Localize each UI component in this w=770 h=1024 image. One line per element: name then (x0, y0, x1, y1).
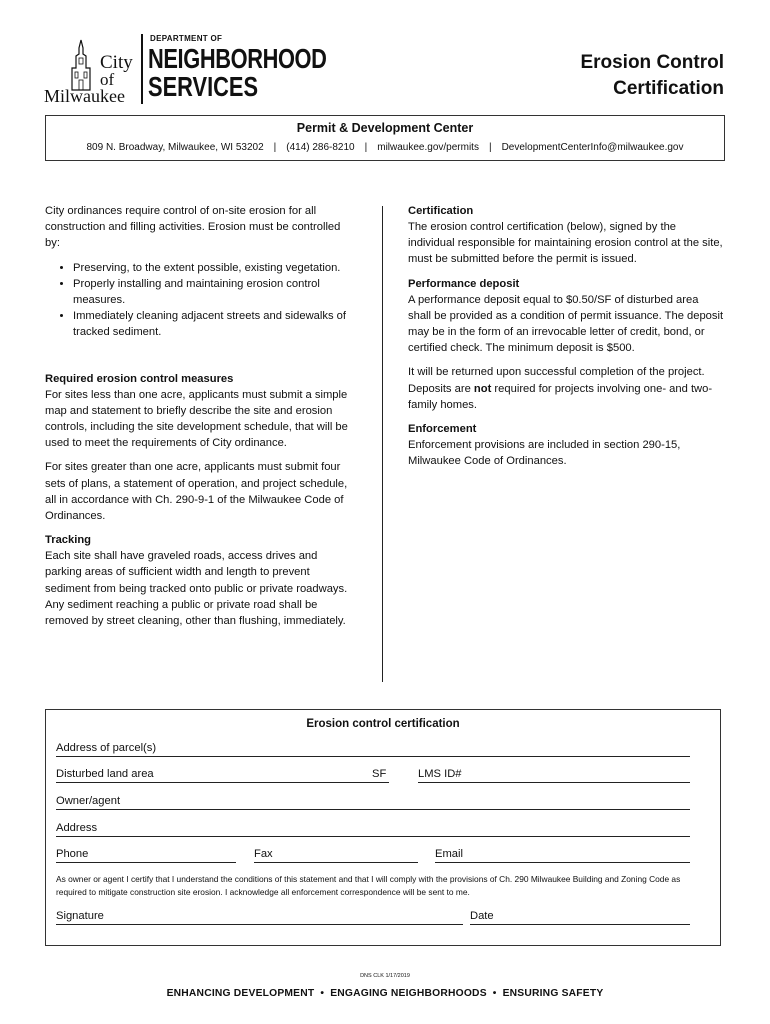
required-paragraph-1: For sites less than one acre, applicants must submit a simple map and statement to briefly describe the site and erosion controls, including the site development schedule, that will be used to meet the requirements of City ordinance. (45, 388, 348, 450)
phone-field[interactable]: Phone (56, 847, 236, 863)
owner-agent-field[interactable]: Owner/agent (56, 794, 690, 810)
bullet-icon: • (320, 988, 325, 999)
address-parcels-field[interactable]: Address of parcel(s) (56, 741, 690, 757)
contact-line: 809 N. Broadway, Milwaukee, WI 53202 | (414) 286-8210 | milwaukee.gov/permits | DevelopmentCenterInfo@milwaukee.gov (86, 142, 684, 153)
center-address: 809 N. Broadway, Milwaukee, WI 53202 (86, 142, 264, 153)
fax-field[interactable]: Fax (254, 847, 418, 863)
center-email[interactable]: DevelopmentCenterInfo@milwaukee.gov (501, 142, 684, 153)
certification-statement: As owner or agent I certify that I understand the conditions of this statement and that I will comply with the provisions of Ch. 290 Milwaukee Building and Zoning Code as required to mitigate construction site erosion. I acknowledge all enforcement correspondence will be sent to me. (56, 874, 681, 897)
deposit-heading: Performance deposit (408, 277, 520, 290)
control-list (45, 260, 355, 341)
logo-neighborhood-text: NEIGHBORHOOD (148, 43, 327, 74)
signature-field[interactable]: Signature (56, 909, 463, 925)
tracking-paragraph: Each site shall have graveled roads, access drives and parking areas of sufficient width and length to prevent sediment from being tracked onto public or private roadways. Any sediment reaching a public or private road shall be removed by street cleaning, other than flushing, immediately. (45, 550, 348, 628)
tracking-heading: Tracking (45, 534, 92, 547)
logo-dept-text: DEPARTMENT OF (150, 34, 223, 43)
city-hall-icon (66, 38, 96, 92)
required-paragraph-2: For sites greater than one acre, applicants must submit four sets of plans, a statement of operation, and project schedule, all in accordance with Ch. 290-9-1 of the Milwaukee Code of Ordinances. (45, 461, 348, 523)
enforcement-paragraph: Enforcement provisions are included in section 290-15, Milwaukee Code of Ordinances. (408, 439, 681, 468)
list-item: • Properly installing and maintaining erosion control measures. (73, 276, 355, 308)
contact-box (45, 115, 725, 161)
list-item: • Preserving, to the extent possible, existing vegetation. (73, 260, 355, 276)
page-title: Erosion Control Certification (580, 52, 724, 99)
left-column (45, 203, 355, 637)
department-logo (44, 34, 327, 106)
address-field[interactable]: Address (56, 821, 690, 837)
certification-paragraph: The erosion control certification (below), signed by the individual responsible for maintaining erosion control at the site, must be submitted before the permit is issued. (408, 221, 723, 266)
bullet-icon: • (492, 988, 497, 999)
form-title: Erosion control certification (306, 718, 460, 730)
logo-divider (141, 34, 143, 104)
form-code: DNS CLK 1/17/2019 (360, 973, 410, 979)
center-website[interactable]: milwaukee.gov/permits (377, 142, 479, 153)
certification-heading: Certification (408, 205, 474, 217)
enforcement-heading: Enforcement (408, 423, 477, 436)
date-field[interactable]: Date (470, 909, 690, 925)
center-title: Permit & Development Center (296, 121, 474, 135)
disturbed-area-field[interactable]: Disturbed land area (56, 767, 389, 783)
lms-id-field[interactable]: LMS ID# (418, 767, 690, 783)
column-divider (382, 206, 383, 682)
right-column (408, 203, 724, 477)
return-paragraph: It will be returned upon successful completion of the project. Deposits are not required for projects involving one- and two-family homes. (408, 366, 713, 411)
footer-tagline: ENHANCING DEVELOPMENT • ENGAGING NEIGHBORHOODS • ENSURING SAFETY (166, 988, 604, 999)
certification-form (45, 709, 721, 946)
email-field[interactable]: Email (435, 847, 690, 863)
logo-services-text: SERVICES (148, 71, 259, 102)
sf-unit-label: SF (372, 768, 387, 780)
required-heading: Required erosion control measures (45, 372, 234, 385)
city-of-milwaukee-wordmark: City of Milwaukee (44, 52, 133, 106)
list-item: • Immediately cleaning adjacent streets and sidewalks of tracked sediment. (73, 308, 355, 340)
intro-text: City ordinances require control of on-site erosion for all construction and filling activities. Erosion must be controlled by: (45, 205, 341, 250)
center-phone: (414) 286-8210 (286, 142, 355, 153)
deposit-paragraph: A performance deposit equal to $0.50/SF of disturbed area shall be provided as a condition of permit issuance. The deposit may be in the form of an irrevocable letter of credit, bond, or certified check. The minimum deposit is $500. (408, 293, 724, 355)
